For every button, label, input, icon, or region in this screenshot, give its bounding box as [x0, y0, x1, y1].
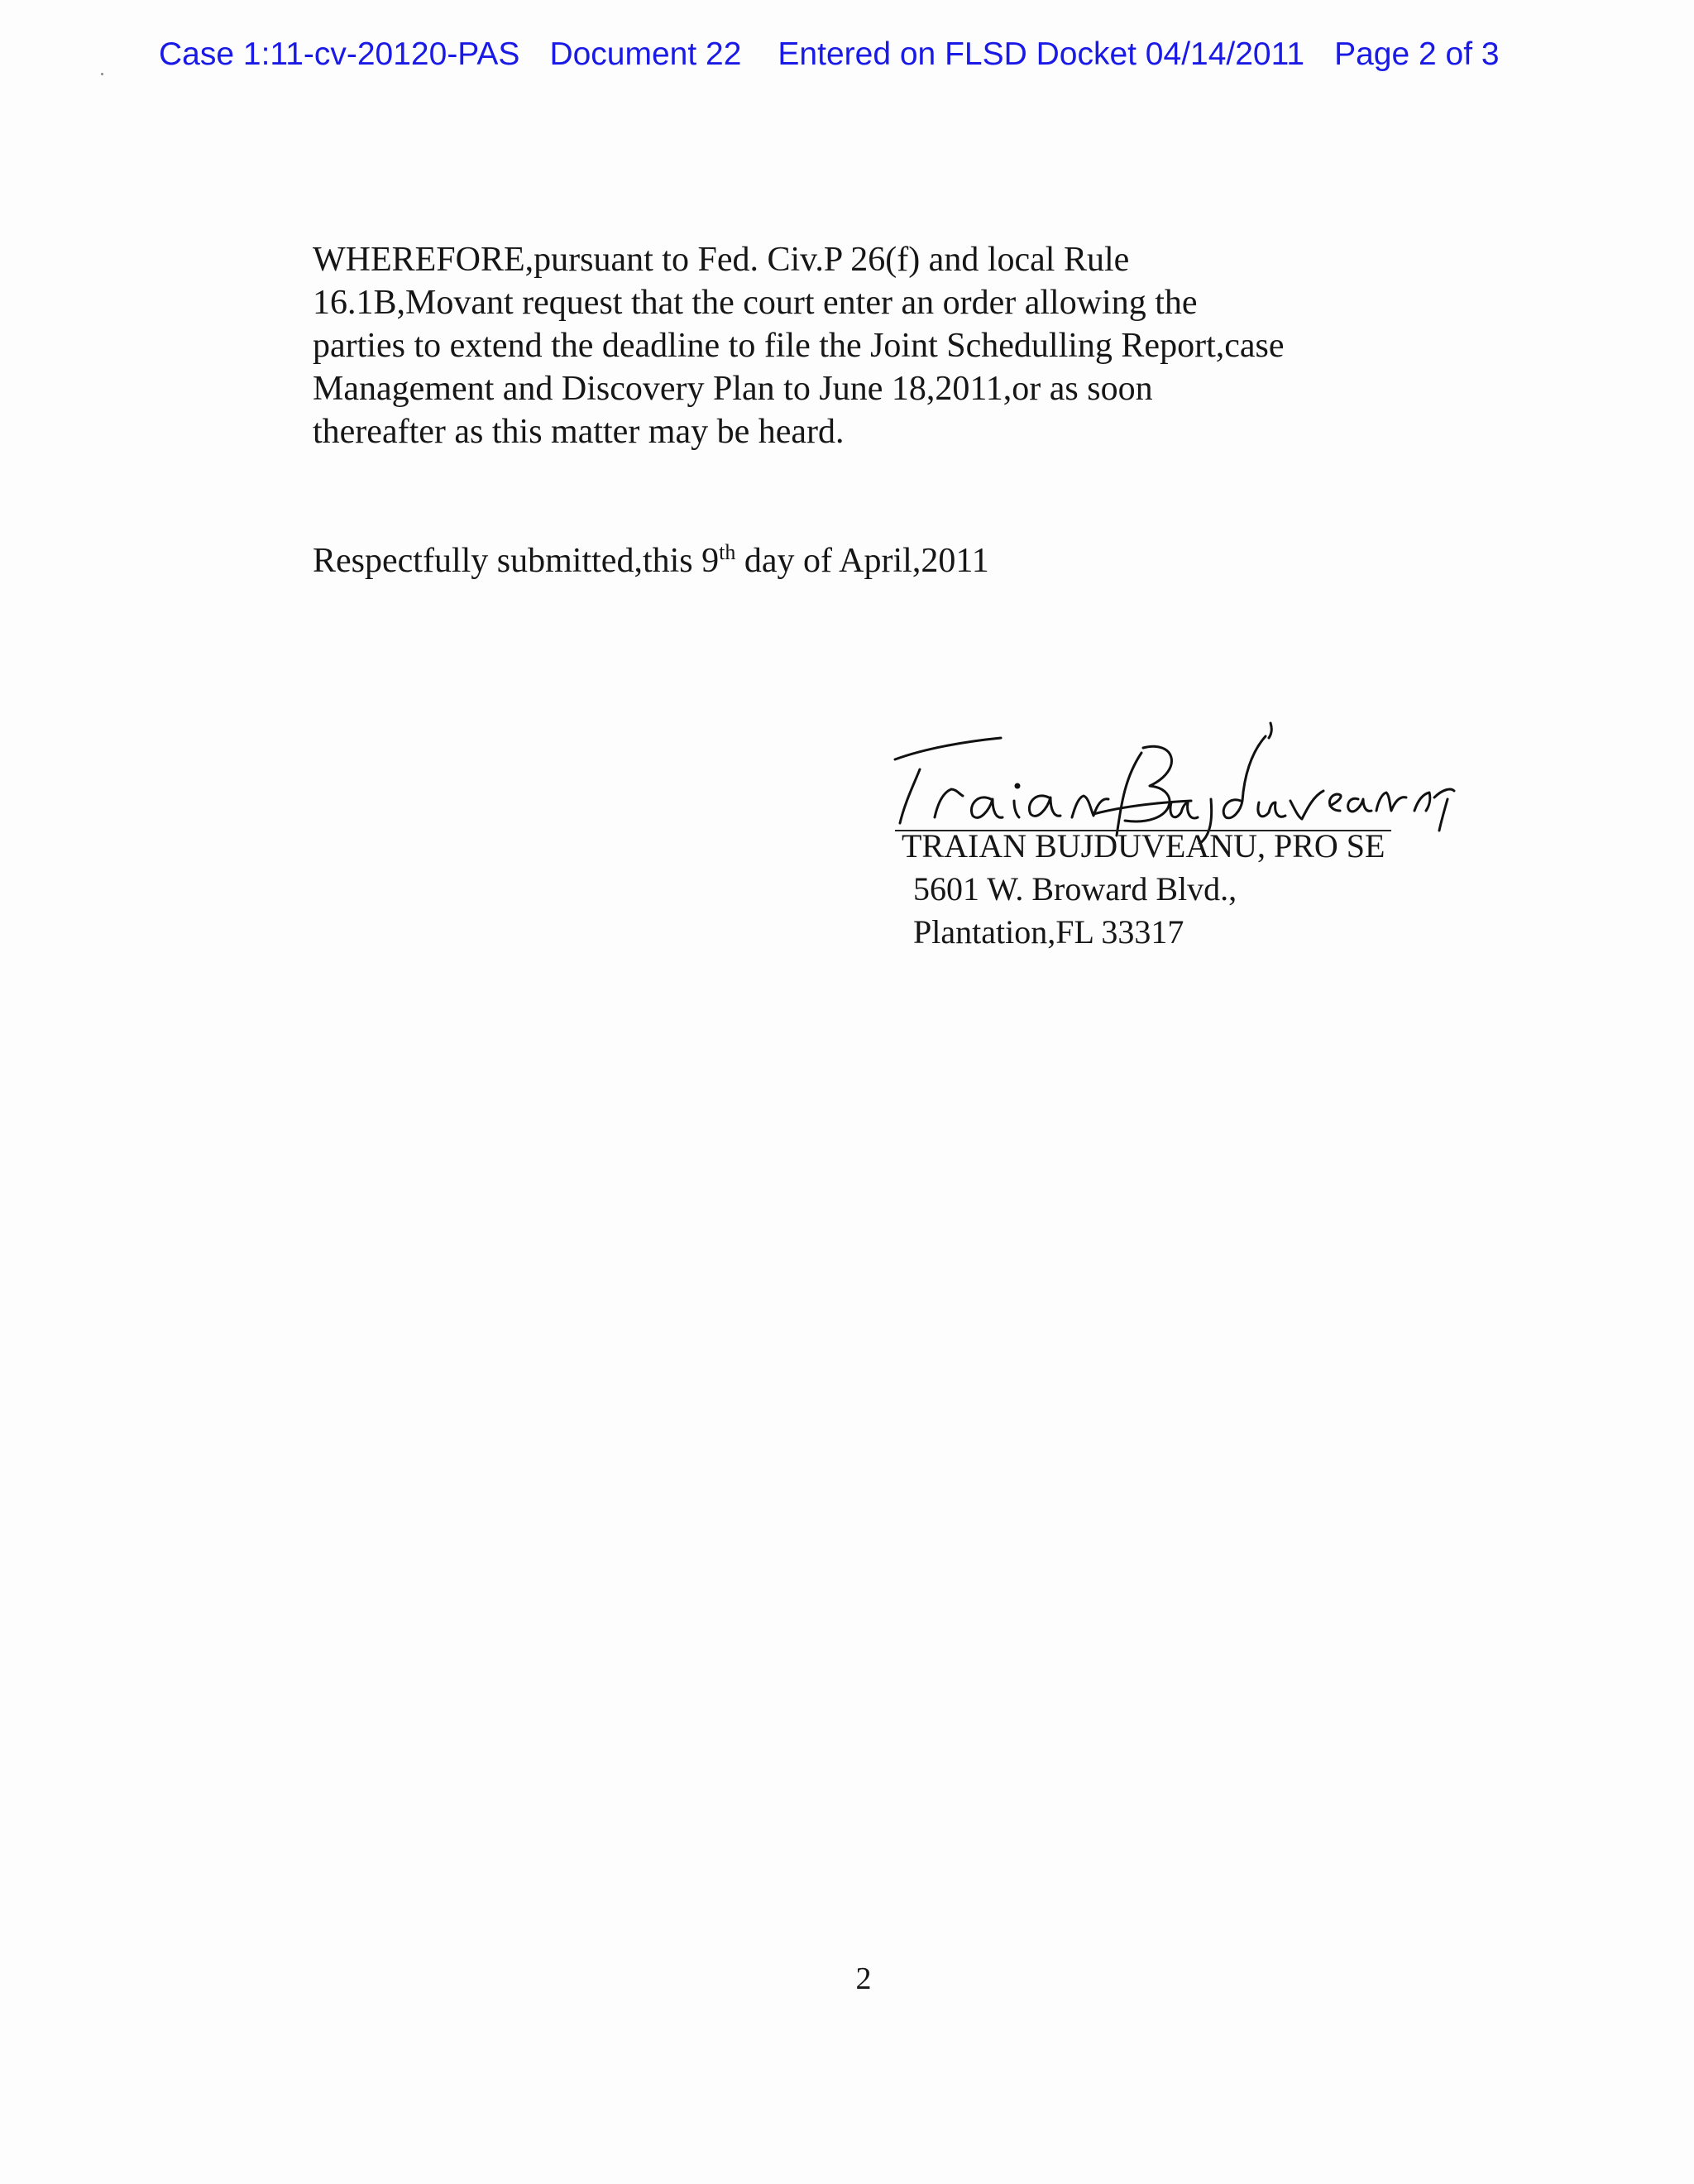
scan-artifact-dot	[101, 73, 103, 75]
page-indicator: Page 2 of 3	[1334, 36, 1500, 72]
paragraph-line: WHEREFORE,pursuant to Fed. Civ.P 26(f) and local Rule	[313, 241, 1130, 279]
signer-block	[902, 825, 1385, 954]
docket-header	[159, 36, 1500, 73]
closing-suffix: day of April,2011	[735, 542, 989, 580]
signer-address-line1: 5601 W. Broward Blvd.,	[913, 870, 1237, 908]
entered-date: Entered on FLSD Docket 04/14/2011	[778, 36, 1305, 72]
signer-address-line2: Plantation,FL 33317	[913, 913, 1184, 951]
paragraph-line: parties to extend the deadline to file the Joint Schedulling Report,case	[313, 327, 1285, 365]
ordinal-suffix: th	[719, 540, 736, 564]
paragraph-line: thereafter as this matter may be heard.	[313, 413, 845, 451]
signer-name: TRAIAN BUJDUVEANU, PRO SE	[902, 827, 1385, 864]
closing-statement	[313, 539, 989, 582]
paragraph-line: Management and Discovery Plan to June 18,2011,or as soon	[313, 370, 1153, 408]
paragraph-line: 16.1B,Movant request that the court enter an order allowing the	[313, 284, 1198, 322]
wherefore-paragraph	[313, 238, 1421, 453]
page-number: 2	[855, 1961, 872, 1996]
document-number: Document 22	[549, 36, 742, 72]
case-number: Case 1:11-cv-20120-PAS	[159, 36, 520, 72]
closing-prefix: Respectfully submitted,this 9	[313, 542, 720, 580]
